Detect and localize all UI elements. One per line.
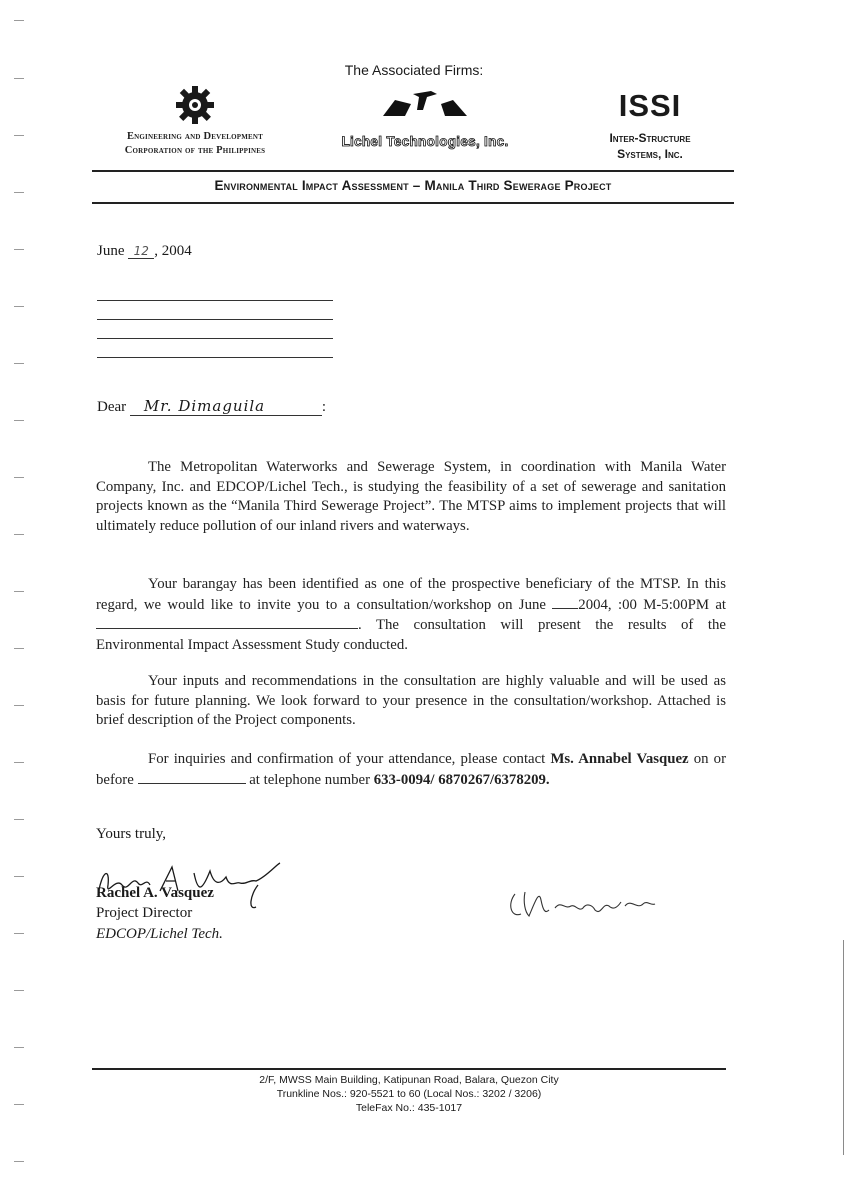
deadline-blank xyxy=(138,770,246,784)
paragraph-2 xyxy=(96,575,726,655)
date-month: June xyxy=(97,243,125,259)
address-line xyxy=(97,300,333,301)
paragraph-1 xyxy=(96,458,726,536)
lichel-name: Lichel Technologies, Inc. xyxy=(341,134,509,149)
address-line xyxy=(97,338,333,339)
footer-telefax: TeleFax No.: 435-1017 xyxy=(355,1102,463,1114)
project-title: Environmental Impact Assessment – Manila Third Sewerage Project xyxy=(214,178,612,193)
paragraph-3 xyxy=(96,672,726,731)
issi-name-line2: Systems, Inc. xyxy=(617,147,683,161)
header-rule-top xyxy=(92,170,734,172)
paragraph-2-text-c: :00 M-5:00PM at xyxy=(617,596,727,613)
lichel-logo-icon xyxy=(377,86,473,122)
issi-firm xyxy=(570,90,730,162)
address-line xyxy=(97,357,333,358)
edcop-firm xyxy=(95,82,295,158)
paragraph-4-text-c: at telephone number xyxy=(249,771,370,788)
salutation: Dear Mr. Dimaguila : xyxy=(97,397,327,415)
paragraph-4 xyxy=(96,750,726,790)
paragraph-2-text-d: . The consultation will present the results of the Environmental Impact Assessment Study conducted. xyxy=(96,617,726,653)
venue-blank xyxy=(96,615,358,629)
header-rule-bottom xyxy=(92,202,734,204)
footer xyxy=(92,1073,726,1115)
edcop-gear-logo-icon xyxy=(173,82,217,126)
page-edge-line xyxy=(843,940,844,1155)
lichel-firm xyxy=(330,86,520,149)
paragraph-2-text-a: Your barangay has been identified as one of the prospective beneficiary of the MTSP. In this regard, we would like to invite you to a consultation/workshop on June xyxy=(96,576,726,613)
receiver-signature-scribble xyxy=(505,880,665,930)
closing: Yours truly, xyxy=(96,826,167,842)
footer-trunkline: Trunkline Nos.: 920-5521 to 60 (Local Nos.: 3202 / 3206) xyxy=(276,1088,542,1100)
dear-word: Dear xyxy=(97,399,127,415)
day-blank xyxy=(552,595,578,609)
letter-date xyxy=(97,243,192,260)
paragraph-4-text-b: on or before xyxy=(96,751,726,788)
paragraph-1-text: The Metropolitan Waterworks and Sewerage System, in coordination with Manila Water Company, Inc. and EDCOP/Lichel Tech., is studying the feasibility of a set of sewerage and sanitation projects known as the “Manila Third Sewerage Project”. The MTSP aims to implement projects that will ultimately reduce pollution of our inland rivers and waterways. xyxy=(96,459,726,534)
edcop-name-line2: Corporation of the Philippines xyxy=(124,145,266,156)
paragraph-3-text: Your inputs and recommendations in the consultation are highly valuable and will be used as basis for future planning. We look forward to your presence in the consultation/workshop. Attached is brief description of the Project components. xyxy=(96,673,726,728)
paragraph-2-text-b: 2004, xyxy=(578,596,612,613)
signer-organization: EDCOP/Lichel Tech. xyxy=(96,926,223,942)
contact-person: Ms. Annabel Vasquez xyxy=(550,751,689,767)
paragraph-4-text-a: For inquiries and confirmation of your attendance, please contact xyxy=(148,751,546,767)
edcop-name-line1: Engineering and Development xyxy=(126,131,264,142)
signer-name: Rachel A. Vasquez xyxy=(96,885,214,901)
associated-firms-label: The Associated Firms: xyxy=(344,62,484,78)
issi-name-line1: Inter-Structure xyxy=(609,131,691,145)
issi-logo: ISSI xyxy=(618,88,682,123)
signer-title: Project Director xyxy=(96,905,193,921)
address-line xyxy=(97,319,333,320)
recipient-handwritten: Mr. Dimaguila xyxy=(130,397,322,416)
date-day-handwritten: 12 xyxy=(128,244,154,259)
footer-address: 2/F, MWSS Main Building, Katipunan Road, Balara, Quezon City xyxy=(259,1074,559,1086)
footer-rule xyxy=(92,1068,726,1070)
date-year: , 2004 xyxy=(154,243,192,259)
contact-phone: 633-0094/ 6870267/6378209. xyxy=(373,771,550,788)
